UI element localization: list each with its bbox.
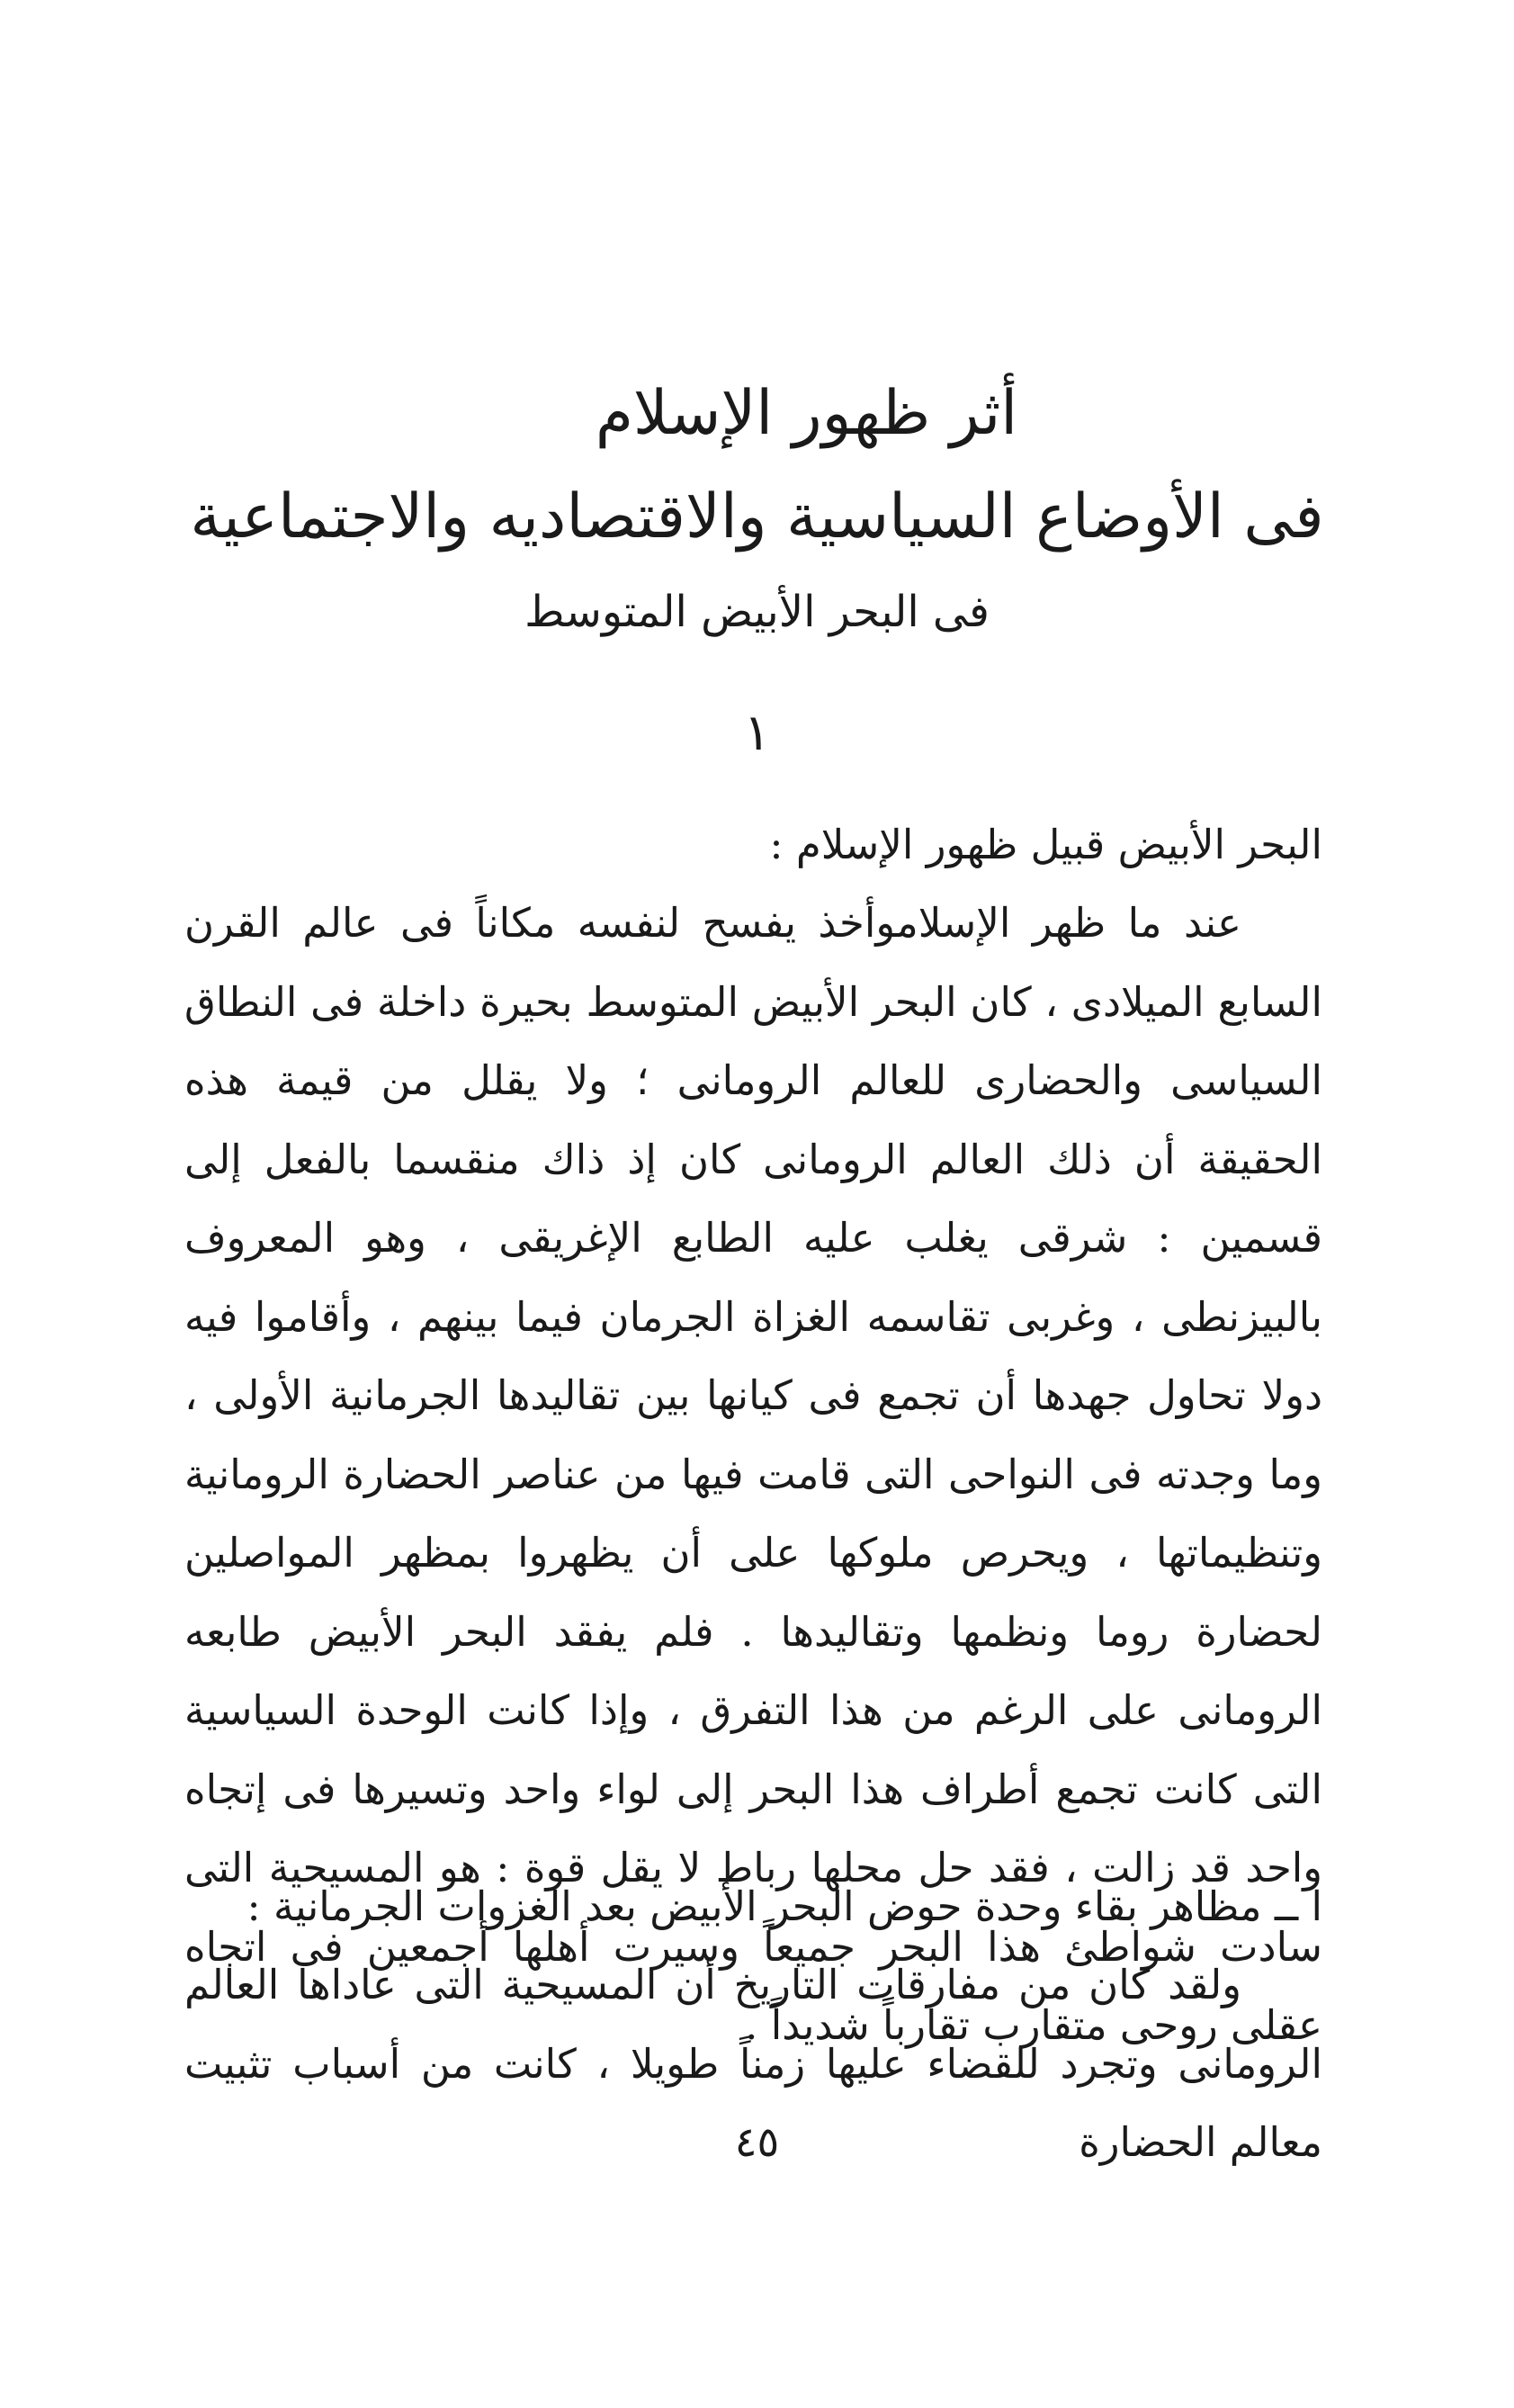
- page-number: ٤٥: [734, 2117, 780, 2166]
- title-line-3: فى البحر الأبيض المتوسط: [524, 587, 990, 637]
- subsection-heading: [184, 1867, 1322, 1946]
- section-heading-text: البحر الأبيض قبيل ظهور الإسلام :: [769, 821, 1322, 868]
- section-heading: [184, 805, 1322, 885]
- subsection-heading-text: ا ــ مظاهر بقاء وحدة حوض البحر الأبيض بعد الغزوات الجرمانية :: [246, 1882, 1322, 1930]
- title-line-2: فى الأوضاع السياسية والاقتصاديه والاجتماعية: [190, 481, 1324, 553]
- chapter-title: [0, 364, 1514, 652]
- paragraph-text: عند ما ظهر الإسلاموأخذ يفسح لنفسه مكاناً فى عالم القرن السابع الميلادى ، كان البحر الأبيض المتوسط بحيرة داخلة فى النطاق السياسى والحضارى للعالم الرومانى ؛ ولا يقلل من قيمة هذه الحقيقة أن ذلك العالم الرومانى كان إذ ذاك منقسما بالفعل إلى قسمين : شرقى يغلب عليه الطابع الإغريقى ، وهو المعروف بالبيزنطى ، وغربى تقاسمه الغزاة الجرمان فيما بينهم ، وأقاموا فيه دولا تحاول جهدها أن تجمع فى كيانها بين تقاليدها الجرمانية الأولى ، وما وجدته فى النواحى التى قامت فيها من عناصر الحضارة الرومانية وتنظيماتها ، ويحرص ملوكها على أن يظهروا بمظهر المواصلين لحضارة روما ونظمها وتقاليدها . فلم يفقد البحر الأبيض طابعه الرومانى على الرغم من هذا التفرق ، وإذا كانت الوحدة السياسية التى كانت تجمع أطراف هذا البحر إلى لواء واحد وتسيرها فى إتجاه واحد قد زالت ، فقد حل محلها رباط لا يقل قوة : هو المسيحية التى سادت شواطئ هذا البحر جميعاً وسيرت أهلها أجمعين فى اتجاه عقلى روحى متقارب تقارباً شديداً .: [184, 899, 1322, 2049]
- paragraph-text: ولقد كان من مفارقات التاريخ أن المسيحية التى عاداها العالم الرومانى وتجرد للقضاء عليها زمناً طويلا ، كانت من أسباب تثبيت معالم الحضارة: [184, 1961, 1322, 2166]
- section-number: ١: [743, 704, 771, 762]
- title-line-1: أثر ظهور الإسلام: [595, 378, 1018, 449]
